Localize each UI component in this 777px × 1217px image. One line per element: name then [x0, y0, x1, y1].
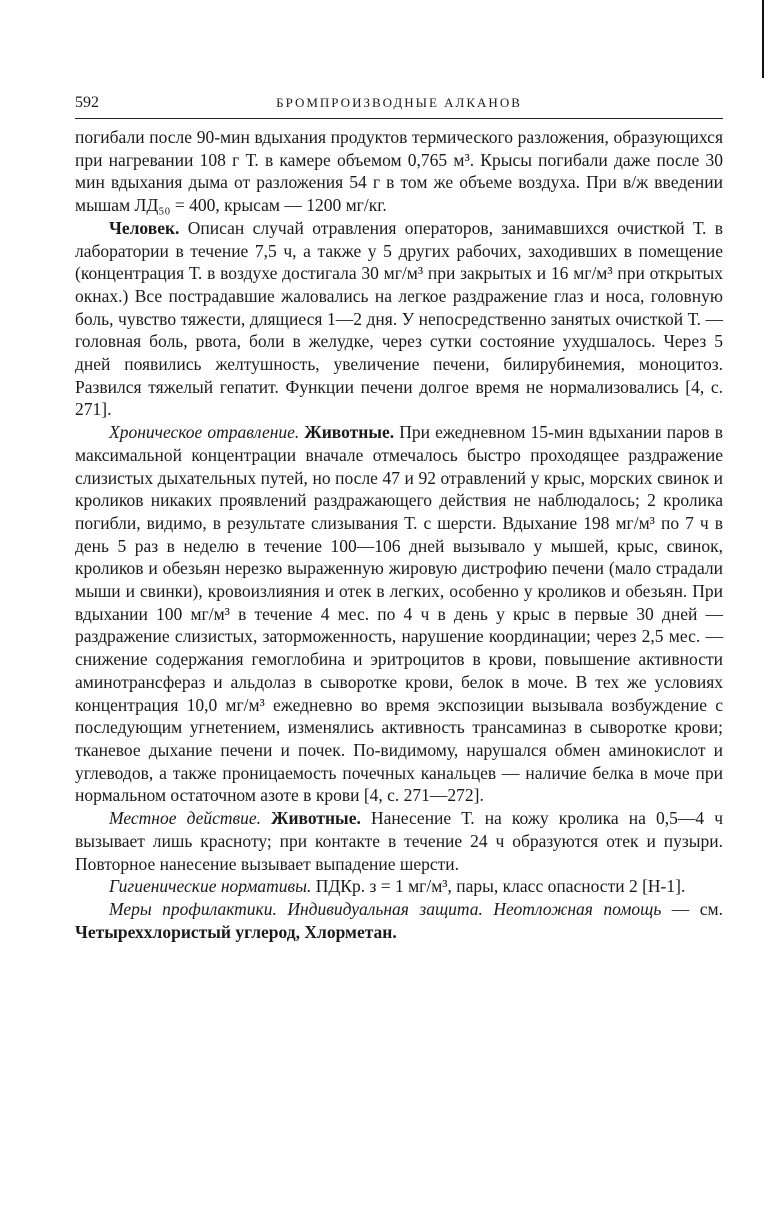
- paragraph-hygiene: [75, 875, 723, 898]
- section-heading-chronic: Хроническое отравление.: [109, 422, 300, 443]
- section-heading-human: Человек.: [109, 217, 180, 238]
- paragraph-chronic: [75, 421, 723, 807]
- running-title: БРОМПРОИЗВОДНЫЕ АЛКАНОВ: [276, 95, 522, 110]
- section-heading-hygiene: Гигиенические нормативы.: [109, 876, 312, 897]
- paragraph-local: [75, 807, 723, 875]
- paragraph-human: [75, 217, 723, 421]
- header-rule: [75, 118, 723, 119]
- paragraph-1: [75, 126, 723, 217]
- page-number: 592: [75, 94, 99, 111]
- cross-reference-terms: Четыреххлористый углерод, Хлорметан.: [75, 921, 397, 942]
- section-heading-prevention: Меры профилактики. Индивидуальная защита. Неотложная помощь: [109, 898, 662, 919]
- subheading-animals-local: Животные.: [261, 808, 361, 829]
- page-header: [75, 94, 723, 116]
- paragraph-prevention-text: — см.: [661, 898, 723, 919]
- paragraph-human-text: Описан случай отравления операторов, занимавшихся очисткой Т. в лаборатории в течение 7,5 ч, а также у 5 других рабочих, заходивших в помещение (концентрация Т. в воздухе достигала 30 мг/м³ при закрытых и 16 мг/м³ при открытых окнах.) Все пострадавшие жаловались на легкое раздражение глаз и носа, головную боль, чувство тяжести, длящиеся 1—2 дня. У непосредственно занятых очисткой Т. — головная боль, рвота, боли в желудке, через сутки состояние ухудшалось. Через 5 дней появились желтушность, увеличение печени, билирубинемия, моноцитоз. Развился тяжелый гепатит. Функции печени долгое время не нормализовались [4, с. 271].: [75, 217, 723, 420]
- scan-margin-rule: [762, 0, 764, 78]
- paragraph-1-text: погибали после 90-мин вдыхания продуктов термического разложения, образующихся при нагревании 108 г Т. в камере объемом 0,765 м³. Крысы погибали даже после 30 мин вдыхания дыма от разложения 54 г в том же объеме воздуха. При в/ж введении мышам ЛД₅₀ = 400, крысам — 1200 мг/кг.: [75, 127, 723, 216]
- paragraph-chronic-text: При ежедневном 15-мин вдыхании паров в максимальной концентрации вначале отмечалось быстро проходящее раздражение слизистых дыхательных путей, но после 47 и 92 отравлений у крыс, морских свинок и кроликов никаких проявлений раздражающего действия не наблюдалось; 2 кролика погибли, видимо, в результате слизывания Т. с шерсти. Вдыхание 198 мг/м³ по 7 ч в день 5 раз в неделю в течение 100—106 дней вызывало у мышей, крыс, свинок, кроликов и обезьян нерезко выраженную жировую дистрофию печени (мало страдали мыши и свинки), кровоизлияния и отек в легких, особенно у кроликов и обезьян. При вдыхании 100 мг/м³ в течение 4 мес. по 4 ч в день у крыс в первые 30 дней — раздражение слизистых, заторможенность, нарушение координации; через 2,5 мес. — снижение содержания гемоглобина и эритроцитов в крови, повышение активности аминотрансфераз и альдолаз в сыворотке крови, белок в моче. В тех же условиях концентрация 10,0 мг/м³ ежедневно во время экспозиции вызывала возбуждение с последующим угнетением, изменялись активность трансаминаз в сыворотке крови; тканевое дыхание печени и почек. По-видимому, нарушался обмен аминокислот и углеводов, а также проницаемость почечных канальцев — наличие белка в моче при нормальном остаточном азоте в крови [4, с. 271—272].: [75, 422, 723, 806]
- body-text: [75, 126, 723, 943]
- paragraph-local-text: Нанесение Т. на кожу кролика на 0,5—4 ч вызывает лишь красноту; при контакте в течение 24 ч образуются отек и пузыри. Повторное нанесение вызывает выпадение шерсти.: [75, 808, 723, 874]
- paragraph-hygiene-text: ПДКр. з = 1 мг/м³, пары, класс опасности 2 [Н-1].: [311, 876, 686, 897]
- subheading-animals-chronic: Животные.: [299, 422, 395, 443]
- paragraph-prevention: [75, 898, 723, 943]
- section-heading-local: Местное действие.: [109, 808, 262, 829]
